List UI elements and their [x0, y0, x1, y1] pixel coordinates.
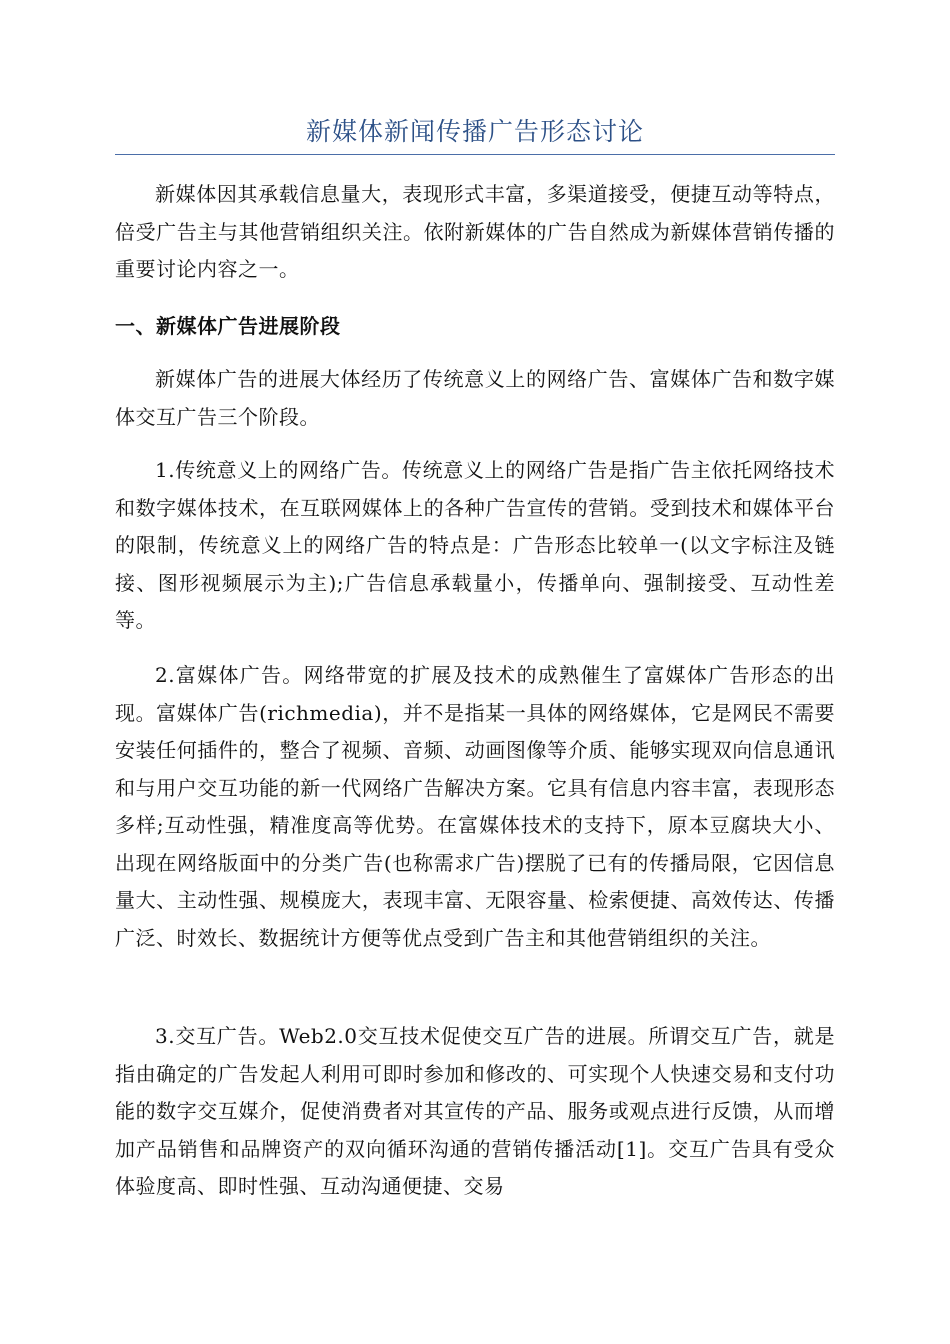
item-3-paragraph: 3.交互广告。Web2.0交互技术促使交互广告的进展。所谓交互广告，就是指由确定的广告发起人利用可即时参加和修改的、可实现个人快速交易和支付功能的数字交互媒介，促使消费者对其宣传的产品、服务或观点进行反馈，从而增加产品销售和品牌资产的双向循环沟通的营销传播活动[1]。交互广告具有受众体验度高、即时性强、互动沟通便捷、交易 [115, 1024, 835, 1198]
item-2-paragraph: 2.富媒体广告。网络带宽的扩展及技术的成熟催生了富媒体广告形态的出现。富媒体广告(richmedia)，并不是指某一具体的网络媒体，它是网民不需要安装任何插件的，整合了视频、音频、动画图像等介质、能够实现双向信息通讯和与用户交互功能的新一代网络广告解决方案。它具有信息内容丰富，表现形态多样;互动性强，精准度高等优势。在富媒体技术的支持下，原本豆腐块大小、出现在网络版面中的分类广告(也称需求广告)摆脱了已有的传播局限，它因信息量大、主动性强、规模庞大，表现丰富、无限容量、检索便捷、高效传达、传播广泛、时效长、数据统计方便等优点受到广告主和其他营销组织的关注。 [115, 663, 835, 950]
item-1-paragraph: 1.传统意义上的网络广告。传统意义上的网络广告是指广告主依托网络技术和数字媒体技术，在互联网媒体上的各种广告宣传的营销。受到技术和媒体平台的限制，传统意义上的网络广告的特点是：广告形态比较单一(以文字标注及链接、图形视频展示为主);广告信息承载量小，传播单向、强制接受、互动性差等。 [115, 458, 835, 632]
section-intro-paragraph: 新媒体广告的进展大体经历了传统意义上的网络广告、富媒体广告和数字媒体交互广告三个阶段。 [115, 367, 835, 429]
title-underline [115, 154, 835, 155]
intro-paragraph: 新媒体因其承载信息量大，表现形式丰富，多渠道接受，便捷互动等特点，倍受广告主与其他营销组织关注。依附新媒体的广告自然成为新媒体营销传播的重要讨论内容之一。 [115, 182, 835, 281]
section-heading: 一、新媒体广告进展阶段 [115, 314, 341, 338]
document-title: 新媒体新闻传播广告形态讨论 [305, 117, 644, 146]
